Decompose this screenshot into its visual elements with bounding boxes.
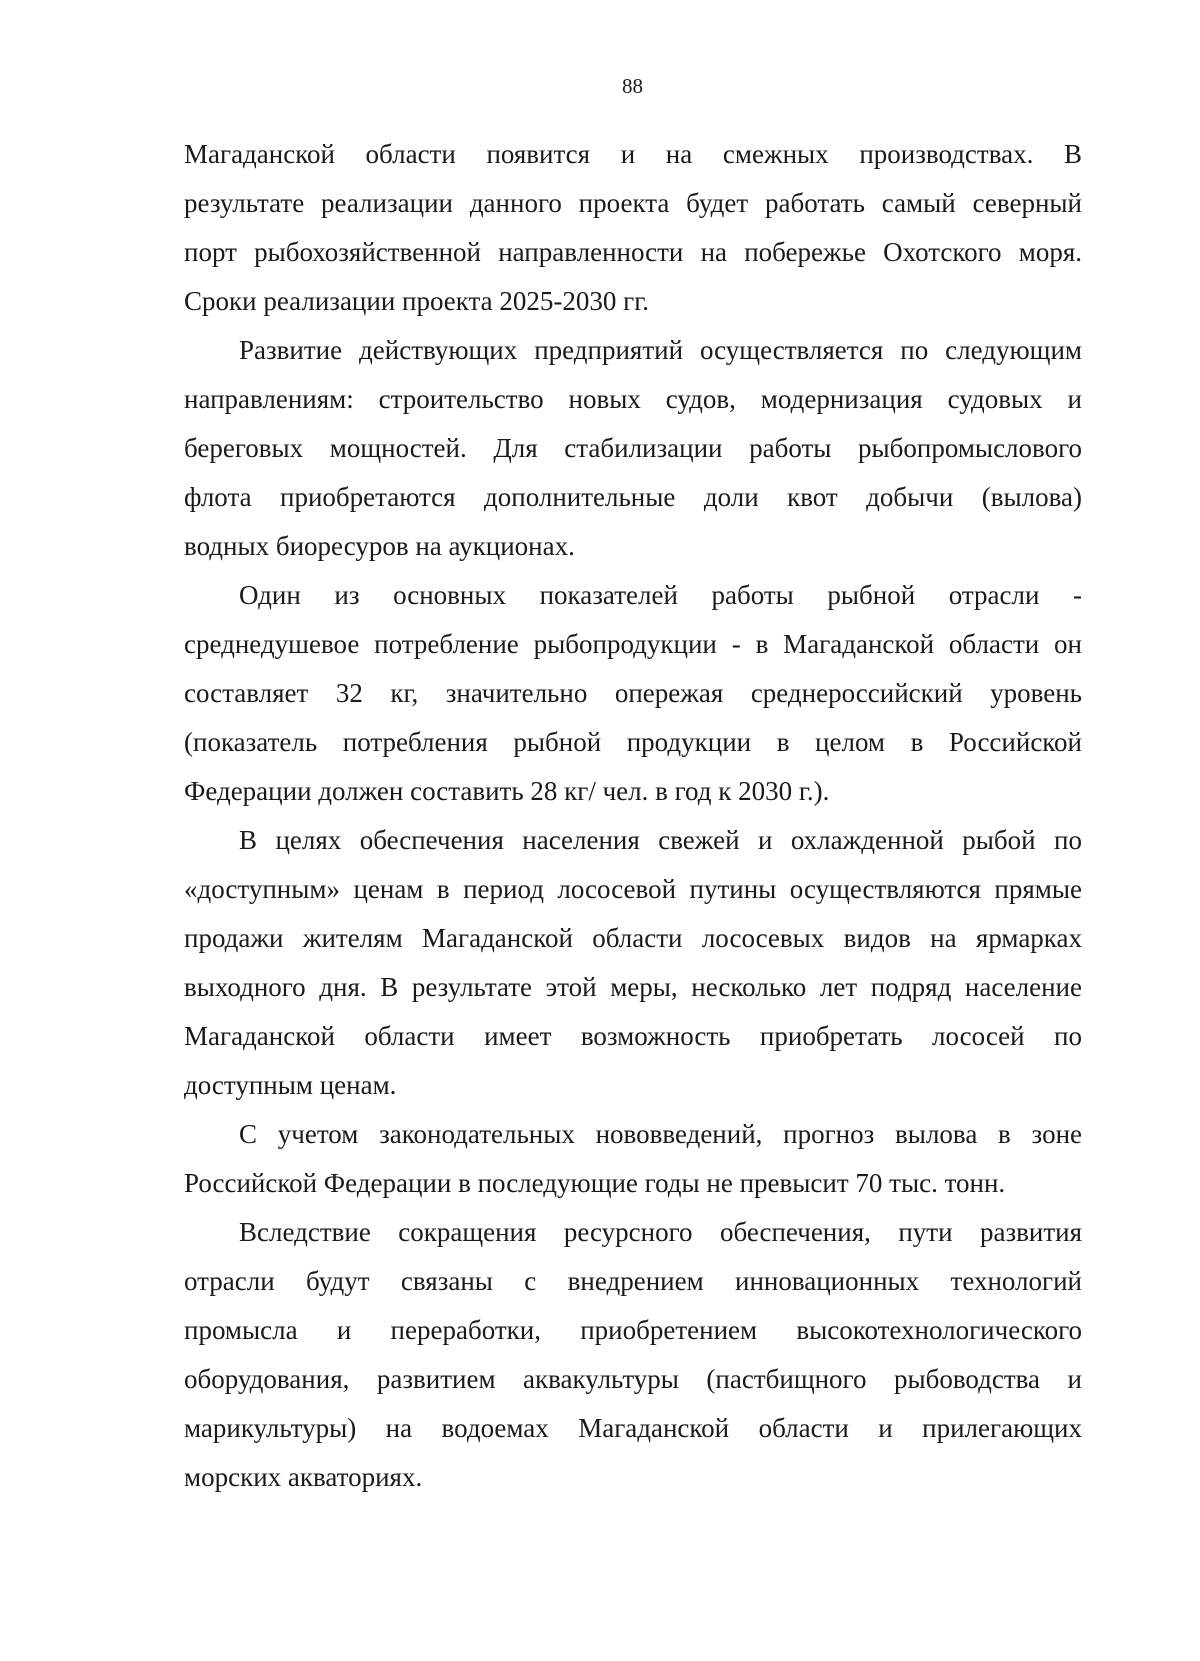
text-line: Федерации должен составить 28 кг/ чел. в год к 2030 г.). <box>184 776 830 806</box>
text-line: флота приобретаются дополнительные доли квот добычи (вылова) <box>184 482 1082 512</box>
text-line: отрасли будут связаны с внедрением инновационных технологий <box>184 1266 1082 1296</box>
text-line: водных биоресуров на аукционах. <box>184 531 575 561</box>
text-line: Один из основных показателей работы рыбной отрасли - <box>239 580 1082 610</box>
text-line: Развитие действующих предприятий осуществляется по следующим <box>239 335 1082 365</box>
text-line: В целях обеспечения населения свежей и охлажденной рыбой по <box>239 825 1082 855</box>
text-line: морских акваториях. <box>184 1462 423 1492</box>
text-line: направлениям: строительство новых судов, модернизация судовых и <box>184 384 1082 414</box>
text-line: «доступным» ценам в период лососевой путины осуществляются прямые <box>184 874 1082 904</box>
paragraph-3 <box>184 571 1082 816</box>
paragraph-5 <box>184 1110 1082 1208</box>
body-text <box>184 130 1082 1502</box>
text-line: Сроки реализации проекта 2025-2030 гг. <box>184 286 650 316</box>
text-line: выходного дня. В результате этой меры, несколько лет подряд население <box>184 972 1082 1002</box>
paragraph-4 <box>184 816 1082 1110</box>
paragraph-6 <box>184 1208 1082 1502</box>
text-line: среднедушевое потребление рыбопродукции - в Магаданской области он <box>184 629 1082 659</box>
text-line: Вследствие сокращения ресурсного обеспечения, пути развития <box>239 1217 1082 1247</box>
text-line: продажи жителям Магаданской области лососевых видов на ярмарках <box>184 923 1082 953</box>
text-line: (показатель потребления рыбной продукции в целом в Российской <box>184 727 1082 757</box>
text-line: оборудования, развитием аквакультуры (пастбищного рыбоводства и <box>184 1364 1082 1394</box>
text-line: Магаданской области имеет возможность приобретать лососей по <box>184 1021 1082 1051</box>
text-line: доступным ценам. <box>184 1070 397 1100</box>
text-line: Магаданской области появится и на смежных производствах. В <box>184 139 1082 169</box>
page-number: 88 <box>622 74 643 98</box>
text-line: марикультуры) на водоемах Магаданской области и прилегающих <box>184 1413 1082 1443</box>
paragraph-1 <box>184 130 1082 326</box>
text-line: составляет 32 кг, значительно опережая среднероссийский уровень <box>184 678 1082 708</box>
text-line: береговых мощностей. Для стабилизации работы рыбопромыслового <box>184 433 1082 463</box>
text-line: результате реализации данного проекта будет работать самый северный <box>184 188 1082 218</box>
text-line: порт рыбохозяйственной направленности на побережье Охотского моря. <box>184 237 1082 267</box>
paragraph-2 <box>184 326 1082 571</box>
text-line: Российской Федерации в последующие годы не превысит 70 тыс. тонн. <box>184 1168 1006 1198</box>
text-line: промысла и переработки, приобретением высокотехнологического <box>184 1315 1082 1345</box>
text-line: С учетом законодательных нововведений, прогноз вылова в зоне <box>239 1119 1082 1149</box>
